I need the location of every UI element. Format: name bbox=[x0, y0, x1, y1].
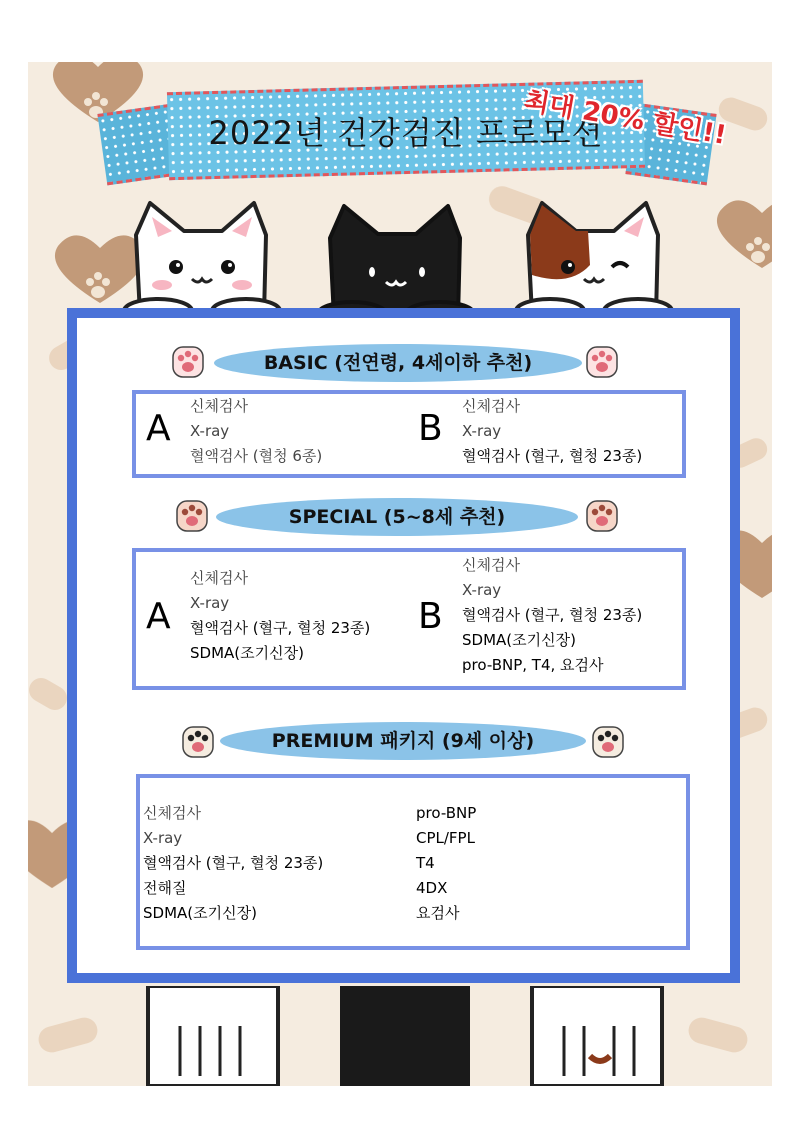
special-b-item: pro-BNP, T4, 요검사 bbox=[462, 656, 604, 674]
paw-icon bbox=[586, 346, 618, 378]
basic-b-item: 신체검사 bbox=[462, 397, 520, 415]
basic-option-b-letter: B bbox=[418, 408, 443, 449]
paw-icon bbox=[172, 346, 204, 378]
special-a-item: SDMA(조기신장) bbox=[190, 644, 304, 662]
basic-option-a-letter: A bbox=[146, 408, 171, 449]
premium-right-item: T4 bbox=[416, 854, 435, 872]
special-option-a-letter: A bbox=[146, 596, 171, 637]
special-a-item: X-ray bbox=[190, 594, 230, 612]
special-b-item: 혈액검사 (혈구, 혈청 23종) bbox=[462, 606, 643, 624]
basic-a-item: X-ray bbox=[190, 422, 230, 440]
premium-left-item: 전해질 bbox=[143, 879, 187, 897]
discount-badge: 최대 20% 할인!! bbox=[521, 85, 729, 151]
premium-right-item: CPL/FPL bbox=[416, 829, 475, 847]
paw-icon bbox=[182, 726, 214, 758]
premium-right-item: 4DX bbox=[416, 879, 448, 897]
special-b-item: SDMA(조기신장) bbox=[462, 631, 576, 649]
premium-right-item: pro-BNP bbox=[416, 804, 477, 822]
promotion-title: 2022년 건강검진 프로모션 bbox=[208, 114, 604, 152]
basic-a-item: 혈액검사 (혈청 6종) bbox=[190, 447, 323, 465]
paw-icon bbox=[592, 726, 624, 758]
white-cat-illustration bbox=[118, 195, 288, 325]
special-a-item: 혈액검사 (혈구, 혈청 23종) bbox=[190, 619, 371, 637]
special-section-title: SPECIAL (5~8세 추천) bbox=[216, 498, 578, 536]
basic-b-item: 혈액검사 (혈구, 혈청 23종) bbox=[462, 447, 643, 465]
premium-left-item: SDMA(조기신장) bbox=[143, 904, 257, 922]
premium-section-title: PREMIUM 패키지 (9세 이상) bbox=[220, 722, 586, 760]
paw-icon bbox=[176, 500, 208, 532]
special-option-b-letter: B bbox=[418, 596, 443, 637]
cat-legs-illustration bbox=[140, 986, 680, 1086]
paw-icon bbox=[586, 500, 618, 532]
premium-left-item: X-ray bbox=[143, 829, 183, 847]
basic-a-item: 신체검사 bbox=[190, 397, 248, 415]
special-b-item: 신체검사 bbox=[462, 556, 520, 574]
special-b-item: X-ray bbox=[462, 581, 502, 599]
premium-right-item: 요검사 bbox=[416, 904, 460, 922]
basic-section-title: BASIC (전연령, 4세이하 추천) bbox=[214, 344, 582, 382]
special-a-item: 신체검사 bbox=[190, 569, 248, 587]
calico-cat-illustration bbox=[510, 195, 680, 325]
premium-left-item: 혈액검사 (혈구, 혈청 23종) bbox=[143, 854, 324, 872]
basic-b-item: X-ray bbox=[462, 422, 502, 440]
premium-left-item: 신체검사 bbox=[143, 804, 201, 822]
